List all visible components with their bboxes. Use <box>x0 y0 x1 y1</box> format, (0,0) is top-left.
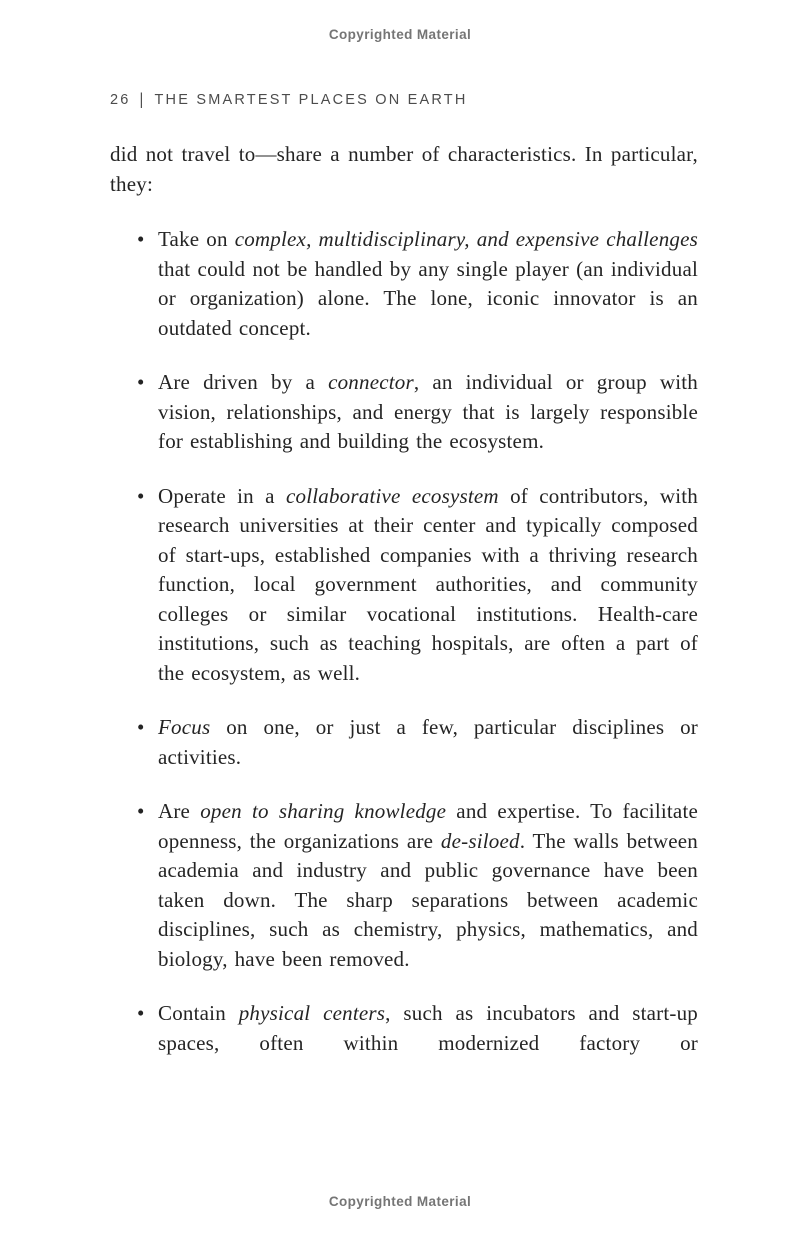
bullet-item-challenges: • Take on complex, multidisciplinary, and expensive challenges that could not be handled by any single player (an individual or organization) alone. The lone, iconic innovator is an outdated concept. <box>110 225 698 343</box>
intro-paragraph: did not travel to—share a number of characteristics. In particular, they: <box>110 142 698 196</box>
running-head-separator: | <box>139 90 146 110</box>
bullet-item-ecosystem: • Operate in a collaborative ecosystem of contributors, with research universities at their center and typically composed of start-ups, established companies with a thriving research function, local government authorities, and community colleges or similar vocational institutions. Health-care institutions, such as teaching hospitals, are often a part of the ecosystem, as well. <box>110 482 698 689</box>
running-head <box>110 92 468 108</box>
bullet-list <box>110 225 698 1058</box>
page-number: 26 <box>110 92 131 108</box>
copyright-notice-bottom: Copyrighted Material <box>328 1194 472 1209</box>
copyright-notice-top: Copyrighted Material <box>328 27 472 42</box>
bullet-item-connector: • Are driven by a connector, an individual or group with vision, relationships, and energy that is largely responsible for establishing and building the ecosystem. <box>110 368 698 457</box>
page-body <box>110 140 698 1083</box>
bullet-item-open-knowledge: • Are open to sharing knowledge and expertise. To facilitate openness, the organizations are de-siloed. The walls between academia and industry and public governance have been taken down. The sharp separations between academic disciplines, such as chemistry, physics, mathematics, and biology, have been removed. <box>110 797 698 974</box>
bullet-item-physical-centers: • Contain physical centers, such as incubators and start-up spaces, often within modernized factory or <box>110 999 698 1058</box>
book-title: THE SMARTEST PLACES ON EARTH <box>154 92 468 108</box>
bullet-item-focus: • Focus on one, or just a few, particular disciplines or activities. <box>110 713 698 772</box>
